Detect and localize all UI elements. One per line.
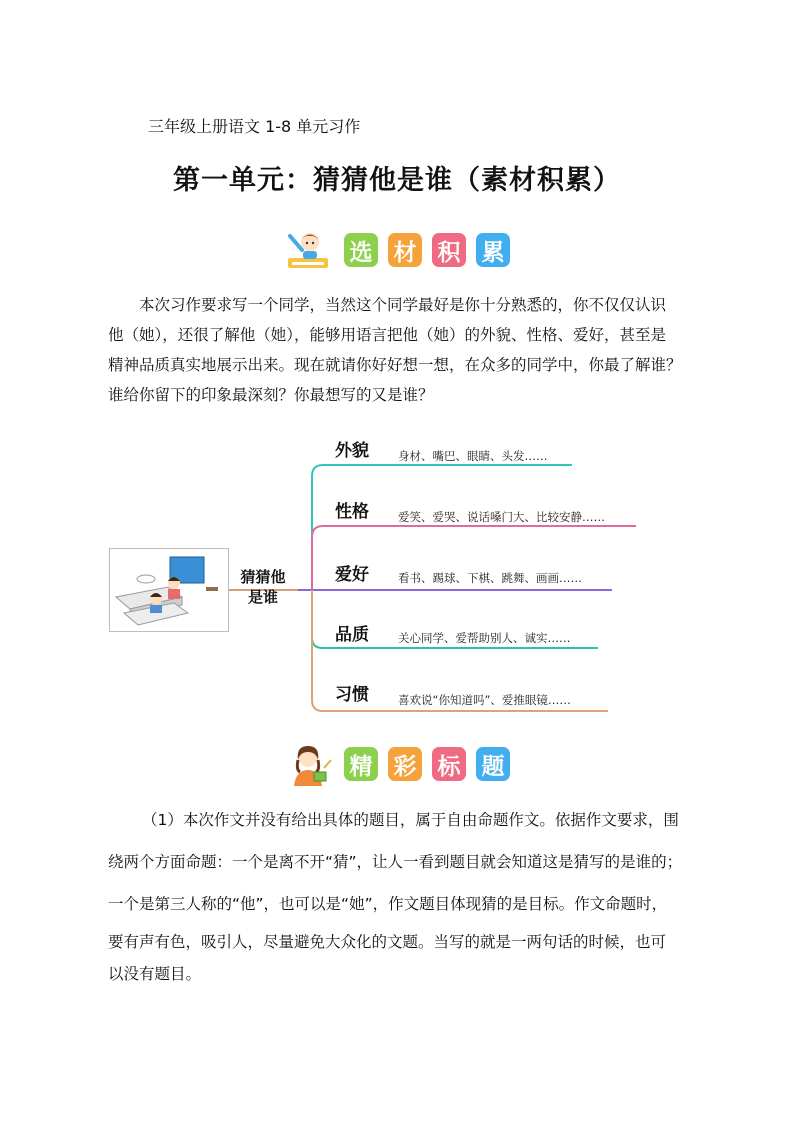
classroom-illustration xyxy=(109,548,229,632)
section2-line: （1）本次作文并没有给出具体的题目，属于自由命题作文。依据作文要求，围 xyxy=(142,811,679,829)
mindmap-center xyxy=(232,567,294,607)
section-banner-titles xyxy=(0,740,794,788)
banner-char-3: 积 xyxy=(432,233,466,267)
branch-desc-habit: 喜欢说“你知道吗”、爱推眼镜…… xyxy=(398,693,571,707)
banner-char-4: 题 xyxy=(476,747,510,781)
branch-label-habit: 习惯 xyxy=(335,685,369,705)
intro-line: 本次习作要求写一个同学，当然这个同学最好是你十分熟悉的，你不仅仅认识 xyxy=(139,296,667,314)
branch-desc-quality: 关心同学、爱帮助别人、诚实…… xyxy=(398,631,571,645)
classroom-image xyxy=(110,549,228,631)
banner-char-4: 累 xyxy=(476,233,510,267)
mindmap-center-line2: 是谁 xyxy=(247,588,278,606)
section2-line: 一个是第三人称的“他”，也可以是“她”，作文题目体现猜的是目标。作文命题时， xyxy=(108,895,668,913)
banner-char-1: 选 xyxy=(344,233,378,267)
mindmap-center-line1: 猜猜他 xyxy=(240,568,286,586)
section2-line: 以没有题目。 xyxy=(108,965,202,983)
teacher-icon xyxy=(284,740,332,788)
branch-label-quality: 品质 xyxy=(335,625,369,645)
document-subtitle: 三年级上册语文 1-8 单元习作 xyxy=(148,117,361,136)
branch-desc-appearance: 身材、嘴巴、眼睛、头发…… xyxy=(398,449,548,463)
intro-line: 他（她），还很了解他（她），能够用语言把他（她）的外貌、性格、爱好，甚至是 xyxy=(108,326,667,344)
banner-char-2: 材 xyxy=(388,233,422,267)
section2-line: 绕两个方面命题：一个是离不开“猜”，让人一看到题目就会知道这是猜写的是谁的； xyxy=(108,853,683,871)
branch-label-hobby: 爱好 xyxy=(335,565,369,585)
branch-label-appearance: 外貌 xyxy=(335,441,369,461)
branch-desc-hobby: 看书、踢球、下棋、跳舞、画画…… xyxy=(398,571,582,585)
branch-label-personality: 性格 xyxy=(335,502,369,522)
banner-char-1: 精 xyxy=(344,747,378,781)
branch-desc-personality: 爱笑、爱哭、说话嗓门大、比较安静…… xyxy=(398,510,605,524)
intro-line: 谁给你留下的印象最深刻？你最想写的又是谁？ xyxy=(108,386,434,404)
banner-char-3: 标 xyxy=(432,747,466,781)
banner-char-2: 彩 xyxy=(388,747,422,781)
intro-line: 精神品质真实地展示出来。现在就请你好好想一想，在众多的同学中，你最了解谁？ xyxy=(108,356,682,374)
page-title: 第一单元：猜猜他是谁（素材积累） xyxy=(173,165,621,196)
section2-line: 要有声有色，吸引人，尽量避免大众化的文题。当写的就是一两句话的时候，也可 xyxy=(108,933,667,951)
